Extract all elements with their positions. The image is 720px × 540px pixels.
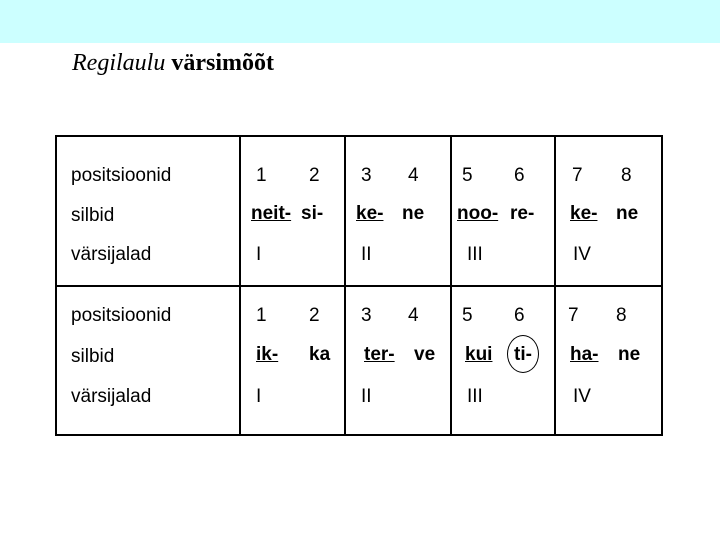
stressed-syllable: ha-: [570, 344, 599, 365]
label-feet: värsijalad: [71, 244, 152, 265]
label-cell: [56, 136, 240, 286]
label-positions: positsioonid: [71, 165, 172, 186]
top-banner: [0, 0, 720, 43]
syllable: ka: [309, 344, 331, 365]
position-number: 5: [462, 165, 473, 186]
circled-syllable-marker: [507, 335, 539, 373]
foot-numeral: III: [467, 386, 483, 407]
foot-numeral: IV: [573, 386, 591, 407]
position-number: 1: [256, 305, 267, 326]
stressed-syllable: ter-: [364, 344, 395, 365]
stressed-syllable: kui: [465, 344, 493, 365]
foot-numeral: II: [361, 386, 372, 407]
title-italic: Regilaulu: [72, 50, 166, 76]
syllable: re-: [510, 203, 535, 224]
foot-numeral: IV: [573, 244, 591, 265]
foot-cell-2: [345, 136, 451, 286]
stressed-syllable: ke-: [356, 203, 384, 224]
syllable: si-: [301, 203, 324, 224]
label-feet: värsijalad: [71, 386, 152, 407]
foot-numeral: III: [467, 244, 483, 265]
foot-cell-4: [555, 286, 662, 435]
stressed-syllable: ik-: [256, 344, 279, 365]
position-number: 2: [309, 165, 320, 186]
syllable: ti-: [514, 344, 532, 365]
verse-row-1: [56, 136, 662, 286]
foot-cell-4: [555, 136, 662, 286]
label-syllables: silbid: [71, 205, 115, 226]
foot-numeral: I: [256, 386, 262, 407]
position-number: 3: [361, 165, 372, 186]
position-number: 2: [309, 305, 320, 326]
syllable: ne: [616, 203, 639, 224]
position-number: 8: [621, 165, 632, 186]
foot-cell-1: [240, 286, 345, 435]
position-number: 5: [462, 305, 473, 326]
meter-table: [55, 135, 663, 436]
foot-cell-3: [451, 136, 555, 286]
foot-cell-1: [240, 136, 345, 286]
syllable: ve: [414, 344, 436, 365]
position-number: 4: [408, 305, 419, 326]
position-number: 4: [408, 165, 419, 186]
verse-row-2: [56, 286, 662, 435]
position-number: 7: [572, 165, 583, 186]
stressed-syllable: ke-: [570, 203, 598, 224]
foot-numeral: I: [256, 244, 262, 265]
position-number: 8: [616, 305, 627, 326]
syllable: ne: [618, 344, 641, 365]
title-bold: värsimõõt: [171, 50, 274, 76]
foot-cell-3: [451, 286, 555, 435]
syllable: ne: [402, 203, 425, 224]
label-cell: [56, 286, 240, 435]
stressed-syllable: neit-: [251, 203, 292, 224]
foot-cell-2: [345, 286, 451, 435]
foot-numeral: II: [361, 244, 372, 265]
label-syllables: silbid: [71, 346, 115, 367]
position-number: 3: [361, 305, 372, 326]
position-number: 1: [256, 165, 267, 186]
position-number: 7: [568, 305, 579, 326]
stressed-syllable: noo-: [457, 203, 499, 224]
position-number: 6: [514, 305, 525, 326]
label-positions: positsioonid: [71, 305, 172, 326]
page-title: [72, 50, 274, 77]
position-number: 6: [514, 165, 525, 186]
